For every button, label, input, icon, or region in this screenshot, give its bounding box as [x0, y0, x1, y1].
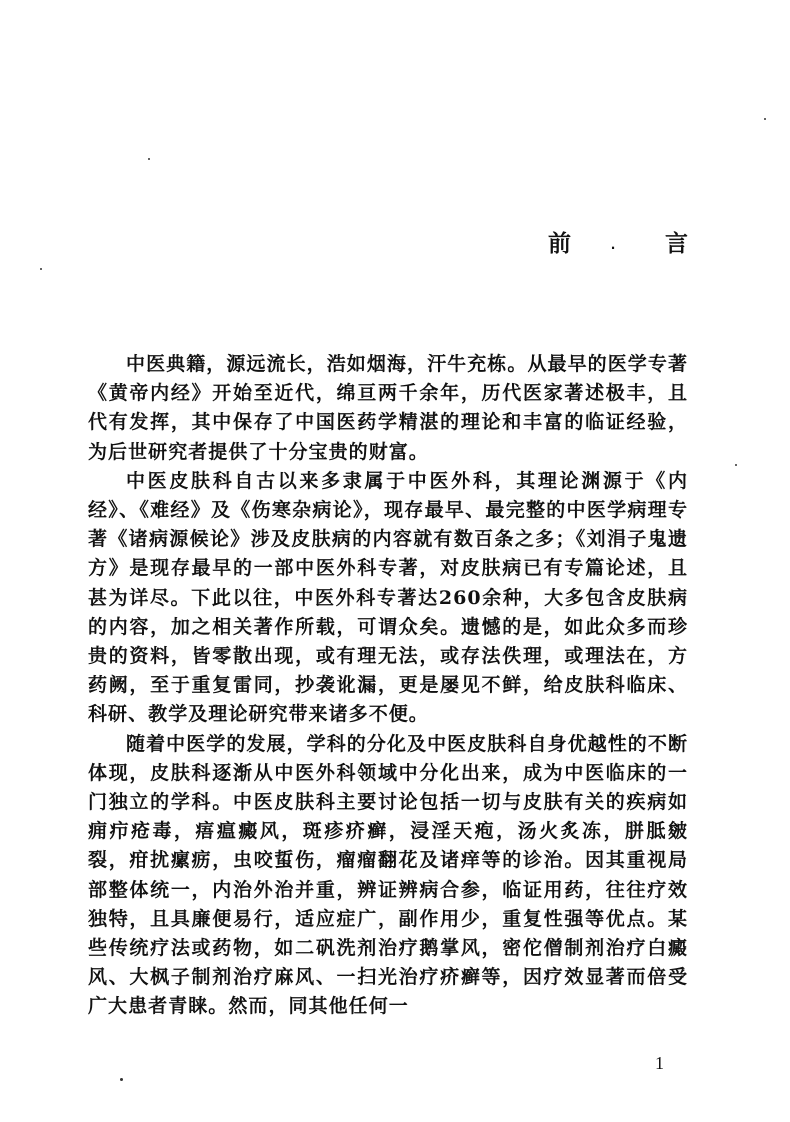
scan-speck [120, 1078, 123, 1081]
scan-speck [40, 268, 42, 270]
paragraph-3: 随着中医学的发展，学科的分化及中医皮肤科自身优越性的不断体现，皮肤科逐渐从中医外科领域中分化出来，成为中医临床的一门独立的学科。中医皮肤科主要讨论包括一切与皮肤有关的疾病如痈疖疮毒，痦瘟癜风，斑疹疥癣，浸淫天疱，汤火炙冻，胼胝皴裂，疳扰瘰疬，虫咬蜇伤，瘤瘤翻花及诸痒等的诊治。因其重视局部整体统一，内治外治并重，辨证辨病合参，临证用药，往往疗效独特，且具廉便易行，适应症广，副作用少，重复性强等优点。某些传统疗法或药物，如二矾洗剂治疗鹅掌风，密佗僧制剂治疗白癜风、大枫子制剂治疗麻风、一扫光治疗疥癣等，因疗效显著而倍受广大患者青睐。然而，同其他任何一 [88, 732, 688, 1018]
page-title [548, 226, 688, 256]
title-char-2: 言 [665, 230, 688, 257]
title-char-1: 前 [548, 230, 571, 257]
page-number: 1 [655, 1053, 664, 1073]
preface-body [88, 350, 688, 1022]
paragraph-1: 中医典籍，源远流长，浩如烟海，汗牛充栋。从最早的医学专著《黄帝内经》开始至近代，绵亘两千余年，历代医家著述极丰，且代有发挥，其中保存了中国医药学精湛的理论和丰富的临证经验，为后世研究者提供了十分宝贵的财富。 [88, 353, 688, 463]
scan-speck [148, 158, 150, 160]
scan-speck [735, 464, 737, 466]
scan-speck [764, 118, 766, 120]
paragraph-2: 中医皮肤科自古以来多隶属于中医外科，其理论渊源于《内经》、《难经》及《伤寒杂病论》，现存最早、最完整的中医学病理专著《诸病源候论》涉及皮肤病的内容就有数百条之多；《刘涓子鬼遗方》是现存最早的一部中医外科专著，对皮肤病已有专篇论述，且甚为详尽。下此以往，中医外科专著达260余种，大多包含皮肤病的内容，加之相关著作所载，可谓众矣。遗憾的是，如此众多而珍贵的资料，皆零散出现，或有理无法，或存法佚理，或理法在，方药阙，至于重复雷同，抄袭讹漏，更是屡见不鲜，给皮肤科临床、科研、教学及理论研究带来诸多不便。 [88, 469, 688, 726]
scan-speck: . [610, 238, 616, 252]
